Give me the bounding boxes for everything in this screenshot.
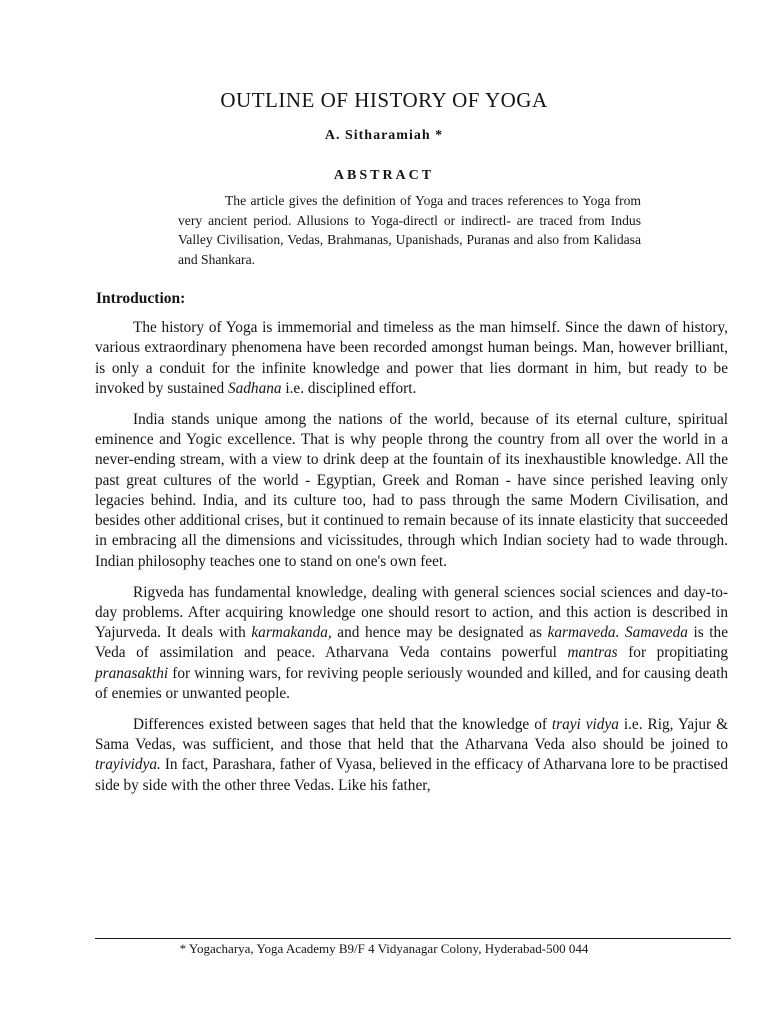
term-karmaveda: karmaveda. xyxy=(547,624,620,642)
paragraph-4: Differences existed between sages that held that the knowledge of trayi vidya i.e. Rig, Yajur & Sama Vedas, was sufficient, and those that held that the Atharvana Veda also should be joined to trayividya. In fact, Parashara, father of Vyasa, believed in the efficacy of Atharvana lore to be practised side by side with the other three Vedas. Like his father, xyxy=(95,715,728,794)
abstract-text: The article gives the definition of Yoga and traces references to Yoga from very ancient period. Allusions to Yoga-directl or indirectl- are traced from Indus Valley Civilisation, Vedas, Brahmanas, Upanishads, Puranas and also from Kalidasa and Shankara. xyxy=(178,193,641,267)
term-trayi-vidya: trayi vidya xyxy=(551,715,619,733)
term-mantras: mantras xyxy=(567,644,618,662)
footnote-divider xyxy=(95,938,731,939)
paragraph-3: Rigveda has fundamental knowledge, dealing with general sciences social sciences and day-to-day problems. After acquiring knowledge one should resort to action, and this action is described in Yajurveda. It deals with karmakanda, and hence may be designated as karmaveda. Samaveda is the Veda of assimilation and peace. Atharvana Veda contains powerful mantras for propitiating pranasakthi for winning wars, for reviving people seriously wounded and killed, and for causing death of enemies or unwanted people. xyxy=(95,583,728,703)
term-trayividya: trayividya. xyxy=(95,756,161,774)
term-pranasakthi: pranasakthi xyxy=(95,664,169,682)
term-sadhana: Sadhana xyxy=(227,379,282,397)
introduction-heading: Introduction: xyxy=(96,290,186,307)
abstract-heading: ABSTRACT xyxy=(333,168,435,183)
paragraph-2: India stands unique among the nations of the world, because of its eternal culture, spiritual eminence and Yogic excellence. That is why people throng the country from all over the world in a never-ending stream, with a view to drink deep at the fountain of its inexhaustible knowledge. All the past great cultures of the world - Egyptian, Greek and Roman - have since perished leaving only legacies behind. India, and its culture too, had to pass through the same Modern Civilisation, and besides other additional crises, but it continued to remain because of its innate elasticity that succeeded in embracing all the dimensions and vicissitudes, through which Indian society had to wade through. Indian philosophy teaches one to stand on one's own feet. xyxy=(95,410,728,570)
introduction-body xyxy=(95,318,728,807)
paragraph-1: The history of Yoga is immemorial and timeless as the man himself. Since the dawn of history, various extraordinary phenomena have been recorded amongst human beings. Man, however brilliant, is only a conduit for the infinite knowledge and power that lies dormant in him, but ready to be invoked by sustained Sadhana i.e. disciplined effort. xyxy=(95,319,728,397)
article-title: OUTLINE OF HISTORY OF YOGA xyxy=(220,88,548,112)
term-karmakanda: karmakanda, xyxy=(251,624,332,642)
term-samaveda: Samaveda xyxy=(625,624,688,642)
author-name: A. Sitharamiah * xyxy=(324,128,444,143)
author-footnote: * Yogacharya, Yoga Academy B9/F 4 Vidyanagar Colony, Hyderabad-500 044 xyxy=(179,941,589,956)
